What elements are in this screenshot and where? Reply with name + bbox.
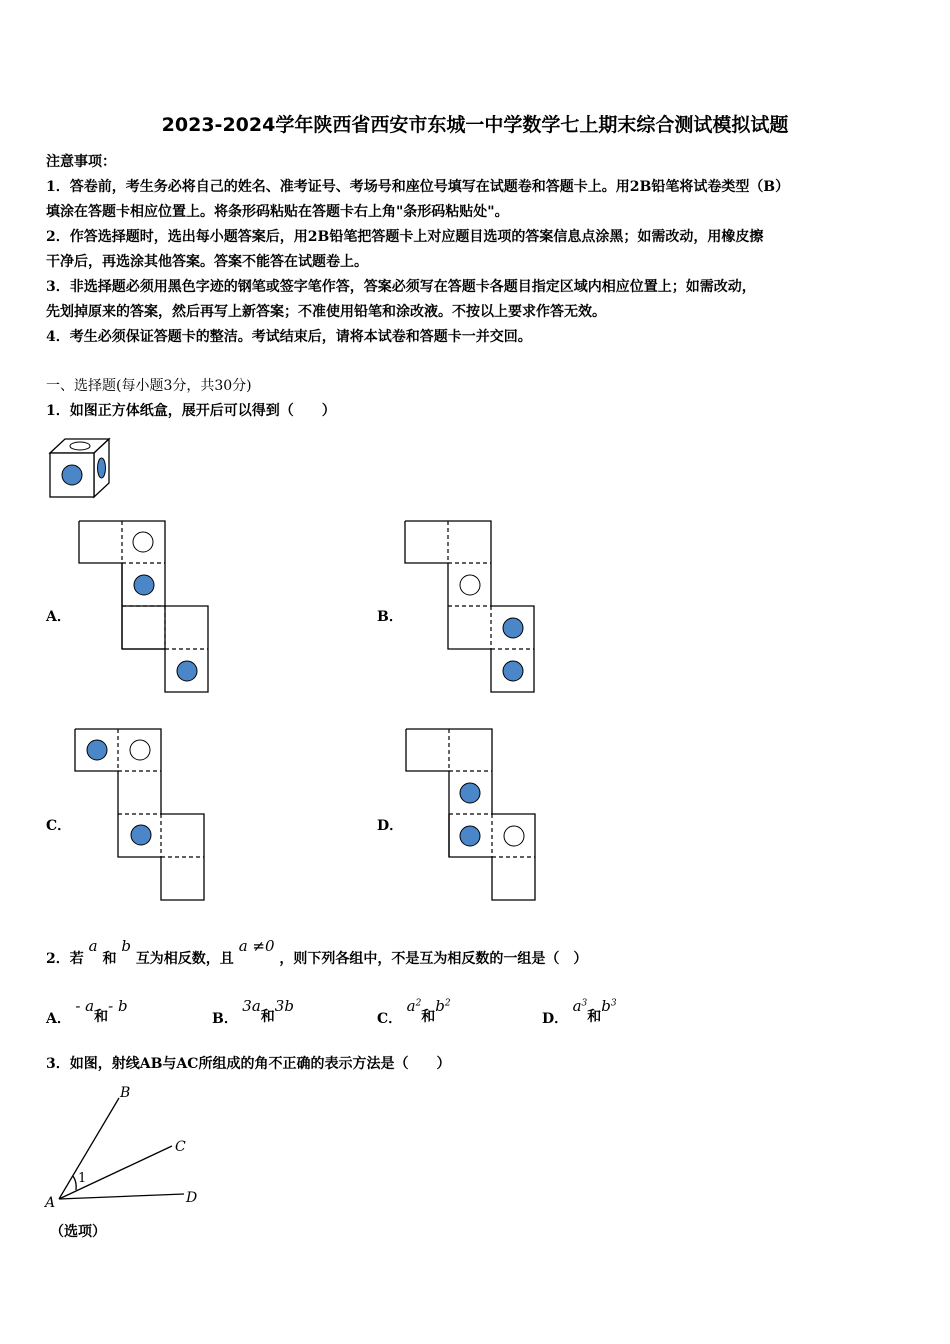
q2-prefix: 2．若 bbox=[46, 951, 84, 967]
notice-line-6: 先划掉原来的答案，然后再写上新答案；不准使用铅笔和涂改液。不按以上要求作答无效。 bbox=[46, 304, 606, 320]
q3-label-b: B bbox=[120, 1085, 131, 1101]
q2-suffix: ，则下列各组中，不是互为相反数的一组是（ ） bbox=[279, 951, 588, 967]
q1-option-a-net bbox=[76, 518, 212, 696]
q3-label-c: C bbox=[175, 1139, 186, 1155]
q2-mid: 互为相反数，且 bbox=[135, 951, 234, 967]
q2-var-b: b bbox=[121, 937, 131, 955]
notice-line-3: 2．作答选择题时，选出每小题答案后，用2B铅笔把答题卡上对应题目选项的答案信息点涂黑；如需改动，用橡皮擦 bbox=[46, 229, 764, 245]
q2-and: 和 bbox=[102, 951, 117, 967]
q2-option-b: B． 3a和3b bbox=[212, 997, 294, 1027]
q1-option-b-net bbox=[402, 518, 540, 696]
q3-label-a: A bbox=[45, 1195, 56, 1210]
question-2-stem bbox=[46, 937, 916, 969]
notice-line-1: 1．答卷前，考生务必将自己的姓名、准考证号、考场号和座位号填写在试题卷和答题卡上。用2B铅笔将试卷类型（B） bbox=[46, 179, 790, 195]
q2-option-c: C． $a^2$和$b^2$ bbox=[377, 997, 451, 1027]
q3-label-d: D bbox=[186, 1190, 198, 1206]
q3-angle-figure bbox=[40, 1080, 210, 1210]
q3-options-text: （选项） bbox=[50, 1224, 106, 1240]
page-title: 2023-2024学年陕西省西安市东城一中学数学七上期末综合测试模拟试题 bbox=[161, 114, 789, 136]
q2-var-a: a bbox=[88, 937, 98, 955]
q2-option-a: A． - a和- b bbox=[46, 997, 128, 1027]
q2-option-d: D． $a^3$和$b^3$ bbox=[542, 997, 617, 1027]
notice-line-7: 4．考生必须保证答题卡的整洁。考试结束后，请将本试卷和答题卡一并交回。 bbox=[46, 329, 532, 345]
question-1-stem: 1．如图正方体纸盒，展开后可以得到（ ） bbox=[46, 403, 336, 419]
notice-line-4: 干净后，再选涂其他答案。答案不能答在试题卷上。 bbox=[46, 254, 368, 270]
notice-heading: 注意事项： bbox=[46, 154, 116, 170]
q1-option-c-net bbox=[72, 726, 210, 904]
section-heading: 一、选择题(每小题3分，共30分) bbox=[46, 378, 252, 394]
q1-option-d-net bbox=[403, 726, 541, 904]
q1-option-d-label: D． bbox=[377, 818, 404, 834]
q1-option-b-label: B． bbox=[377, 609, 403, 625]
notice-line-5: 3．非选择题必须用黑色字迹的钢笔或签字笔作答，答案必须写在答题卡各题目指定区域内相应位置上；如需改动， bbox=[46, 279, 756, 295]
notice-line-2: 填涂在答题卡相应位置上。将条形码粘贴在答题卡右上角"条形码粘贴处"。 bbox=[46, 204, 509, 220]
question-3-stem: 3．如图，射线AB与AC所组成的角不正确的表示方法是（ ） bbox=[46, 1056, 451, 1072]
q3-label-angle-1: 1 bbox=[78, 1171, 87, 1186]
q2-condition: a ≠0 bbox=[238, 937, 275, 955]
q1-option-a-label: A． bbox=[46, 609, 71, 625]
cube-figure bbox=[48, 436, 112, 500]
q1-option-c-label: C． bbox=[46, 818, 72, 834]
q2-options bbox=[46, 996, 926, 1030]
